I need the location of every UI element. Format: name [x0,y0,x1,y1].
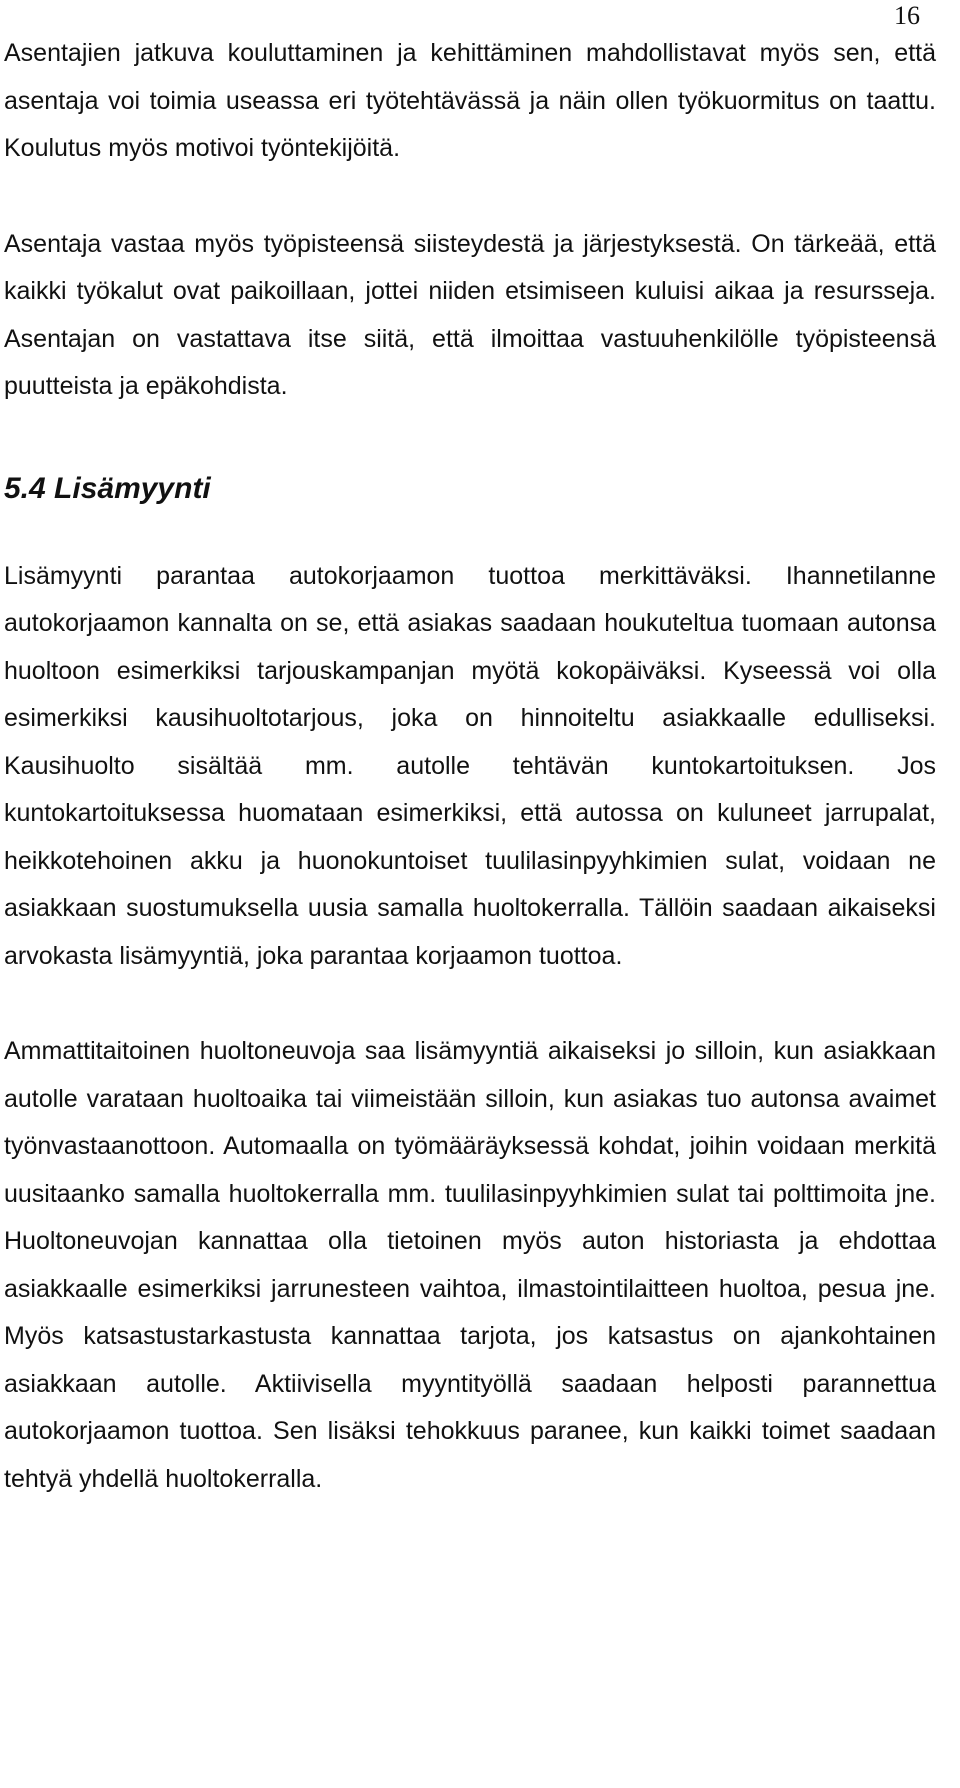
paragraph-huoltoneuvoja: Ammattitaitoinen huoltoneuvoja saa lisämyyntiä aikaiseksi jo silloin, kun asiakkaan autolle varataan huoltoaika tai viimeistään silloin, kun asiakas tuo autonsa avaimet työnvastaanottoon. Automaalla on työmääräyksessä kohdat, joihin voidaan merkitä uusitaanko samalla huoltokerralla mm. tuulilasinpyyhkimien sulat tai polttimoita jne. Huoltoneuvojan kannattaa olla tietoinen myös auton historiasta ja ehdottaa asiakkaalle esimerkiksi jarrunesteen vaihtoa, ilmastointilaitteen huoltoa, pesua jne. Myös katsastustarkastusta kannattaa tarjota, jos katsastus on ajankohtainen asiakkaan autolle. Aktiivisella myyntityöllä saadaan helposti parannettua autokorjaamon tuottoa. Sen lisäksi tehokkuus paranee, kun kaikki toimet saadaan tehtyä yhdellä huoltokerralla. [4,1037,936,1493]
paragraph-training: Asentajien jatkuva kouluttaminen ja kehittäminen mahdollistavat myös sen, että asentaja voi toimia useassa eri työtehtävässä ja näin ollen työkuormitus on taattu. Koulutus myös motivoi työntekijöitä. [4,39,936,162]
paragraph-lisamyynti: Lisämyynti parantaa autokorjaamon tuottoa merkittäväksi. Ihannetilanne autokorjaamon kannalta on se, että asiakas saadaan houkuteltua tuomaan autonsa huoltoon esimerkiksi tarjouskampanjan myötä kokopäiväksi. Kyseessä voi olla esimerkiksi kausihuoltotarjous, joka on hinnoiteltu asiakkaalle edulliseksi. Kausihuolto sisältää mm. autolle tehtävän kuntokartoituksen. Jos kuntokartoituksessa huomataan esimerkiksi, että autossa on kuluneet jarrupalat, heikkotehoinen akku ja huonokuntoiset tuulilasinpyyhkimien sulat, voidaan ne asiakkaan suostumuksella uusia samalla huoltokerralla. Tällöin saadaan aikaiseksi arvokasta lisämyyntiä, joka parantaa korjaamon tuottoa. [4,561,936,970]
page-number: 16 [894,1,920,30]
document-body [4,30,936,1503]
paragraph-workstation: Asentaja vastaa myös työpisteensä siisteydestä ja järjestyksestä. On tärkeää, että kaikki työkalut ovat paikoillaan, jottei niiden etsimiseen kuluisi aikaa ja resursseja. Asentajan on vastattava itse siitä, että ilmoittaa vastuuhenkilölle työpisteensä puutteista ja epäkohdista. [4,229,936,400]
section-heading-lisamyynti: 5.4 Lisämyynti [4,471,211,505]
